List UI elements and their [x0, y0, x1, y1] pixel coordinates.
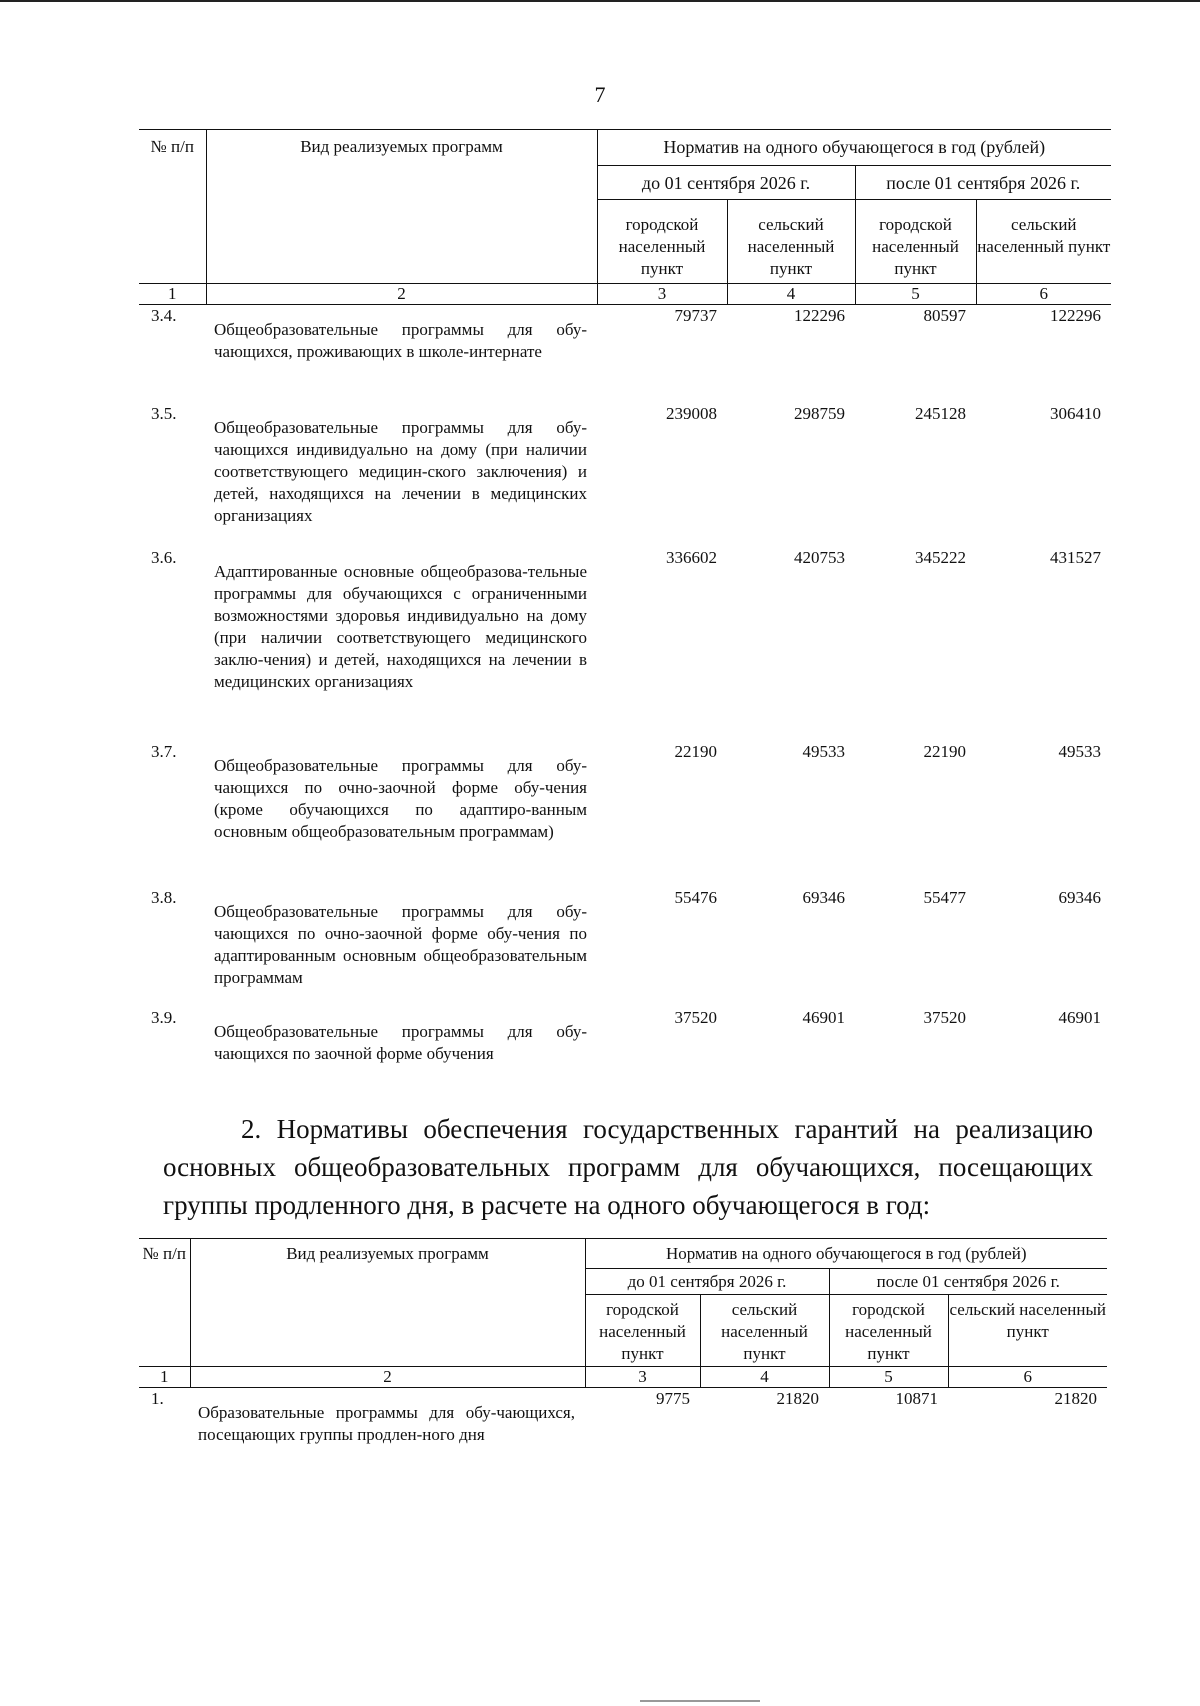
row-number: 3.5. — [151, 403, 177, 423]
column-number-row — [139, 1367, 1107, 1388]
column-number: 4 — [727, 284, 855, 305]
header-after-date: после 01 сентября 2026 г. — [829, 1269, 1107, 1295]
program-name: Общеобразовательные программы для обу-чающихся по очно-заочной форме обу-чения по адаптированным основным общеобразовательным программам — [214, 901, 587, 987]
row-number: 3.6. — [151, 547, 177, 567]
header-urban-before: городской населенный пункт — [597, 200, 727, 284]
value-urban-before: 79737 — [674, 306, 717, 325]
row-number: 3.4. — [151, 306, 177, 325]
header-before-date: до 01 сентября 2026 г. — [597, 166, 855, 200]
value-urban-before: 55476 — [674, 887, 717, 907]
value-rural-before: 298759 — [794, 403, 845, 423]
value-rural-before: 122296 — [794, 306, 845, 325]
value-rural-before: 69346 — [802, 887, 845, 907]
value-rural-after: 122296 — [1050, 306, 1102, 325]
column-number: 2 — [206, 284, 597, 305]
column-number: 3 — [597, 284, 727, 305]
column-number: 1 — [139, 284, 206, 305]
header-num: № п/п — [139, 1239, 190, 1367]
header-before-date: до 01 сентября 2026 г. — [585, 1269, 829, 1295]
value-rural-after: 306410 — [1050, 403, 1102, 423]
header-normative: Норматив на одного обучающегося в год (рублей) — [585, 1239, 1107, 1269]
value-urban-before: 22190 — [674, 741, 717, 761]
program-name: Общеобразовательные программы для обу-чающихся индивидуально на дому (при наличии соответствующего медицин-ского заключения) и детей, находящихся на лечении в медицинских организациях — [214, 417, 587, 525]
header-rural-after: сельский населенный пункт — [977, 215, 1111, 256]
value-rural-after: 69346 — [1058, 887, 1102, 907]
header-after-date: после 01 сентября 2026 г. — [855, 166, 1111, 200]
column-number: 2 — [190, 1367, 585, 1388]
value-rural-after: 46901 — [1058, 1007, 1102, 1027]
value-rural-after: 21820 — [1054, 1389, 1098, 1408]
header-urban-before: городской населенный пункт — [585, 1295, 700, 1367]
table-row — [139, 887, 1111, 1007]
header-program-type: Вид реализуемых программ — [206, 130, 597, 284]
table-row — [139, 403, 1111, 547]
value-urban-before: 37520 — [674, 1007, 717, 1027]
table-row — [139, 305, 1111, 403]
row-number: 3.9. — [151, 1007, 177, 1027]
scan-edge-line — [0, 0, 1200, 2]
header-rural-before: сельский населенный пункт — [700, 1295, 829, 1367]
value-rural-after: 49533 — [1058, 741, 1102, 761]
value-urban-before: 336602 — [666, 547, 717, 567]
value-rural-before: 46901 — [802, 1007, 845, 1027]
header-urban-after: городской населенный пункт — [829, 1295, 948, 1367]
row-number: 1. — [151, 1389, 164, 1408]
header-rural-after: сельский населенный пункт — [949, 1300, 1106, 1341]
table-row — [139, 1388, 1107, 1478]
header-normative: Норматив на одного обучающегося в год (рублей) — [597, 130, 1111, 166]
value-urban-after: 37520 — [923, 1007, 966, 1027]
normatives-table-1 — [139, 129, 1111, 1067]
value-urban-after: 345222 — [915, 547, 966, 567]
header-urban-after: городской населенный пункт — [855, 200, 976, 284]
value-rural-after: 431527 — [1050, 547, 1102, 567]
program-name: Адаптированные основные общеобразова-тельные программы для обучающихся с ограниченными возможностями здоровья индивидуально на дому (при наличии соответствующего медицинского заклю-чения) и детей, находящихся на лечении в медицинских организациях — [214, 561, 587, 691]
value-rural-before: 49533 — [802, 741, 845, 761]
header-rural-before: сельский населенный пункт — [727, 200, 855, 284]
column-number: 4 — [700, 1367, 829, 1388]
column-number: 5 — [855, 284, 976, 305]
program-name: Общеобразовательные программы для обу-чающихся по заочной форме обучения — [214, 1021, 587, 1063]
value-rural-before: 21820 — [776, 1389, 819, 1408]
page-number: 7 — [594, 82, 606, 107]
value-urban-after: 22190 — [923, 741, 966, 761]
column-number: 3 — [585, 1367, 700, 1388]
header-program-type: Вид реализуемых программ — [190, 1239, 585, 1367]
column-number: 1 — [139, 1367, 190, 1388]
program-name: Общеобразовательные программы для обу-чающихся по очно-заочной форме обу-чения (кроме обучающихся по адаптиро-ванным основным общеобразовательным программам) — [214, 755, 587, 841]
value-urban-before: 9775 — [656, 1389, 690, 1408]
table-row — [139, 547, 1111, 741]
column-number: 6 — [948, 1367, 1107, 1388]
value-urban-after: 80597 — [923, 306, 966, 325]
section-2-heading: 2. Нормативы обеспечения государственных гарантий на реализацию основных общеобразовательных программ для обучающихся, посещающих группы продленного дня, в расчете на одного обучающегося в год: — [163, 1114, 1093, 1220]
row-number: 3.7. — [151, 741, 177, 761]
normatives-table-2 — [139, 1238, 1107, 1478]
scan-artifact-line — [640, 1700, 760, 1702]
value-urban-after: 245128 — [915, 403, 966, 423]
program-name: Общеобразовательные программы для обу-чающихся, проживающих в школе-интернате — [214, 320, 587, 361]
value-rural-before: 420753 — [794, 547, 845, 567]
program-name: Образовательные программы для обу-чающихся, посещающих группы продлен-ного дня — [198, 1403, 575, 1444]
column-number: 6 — [976, 284, 1111, 305]
table-row — [139, 1007, 1111, 1067]
column-number-row — [139, 284, 1111, 305]
value-urban-after: 55477 — [923, 887, 966, 907]
value-urban-after: 10871 — [895, 1389, 938, 1408]
value-urban-before: 239008 — [666, 403, 717, 423]
header-num: № п/п — [139, 130, 206, 284]
table-row — [139, 741, 1111, 887]
row-number: 3.8. — [151, 887, 177, 907]
column-number: 5 — [829, 1367, 948, 1388]
